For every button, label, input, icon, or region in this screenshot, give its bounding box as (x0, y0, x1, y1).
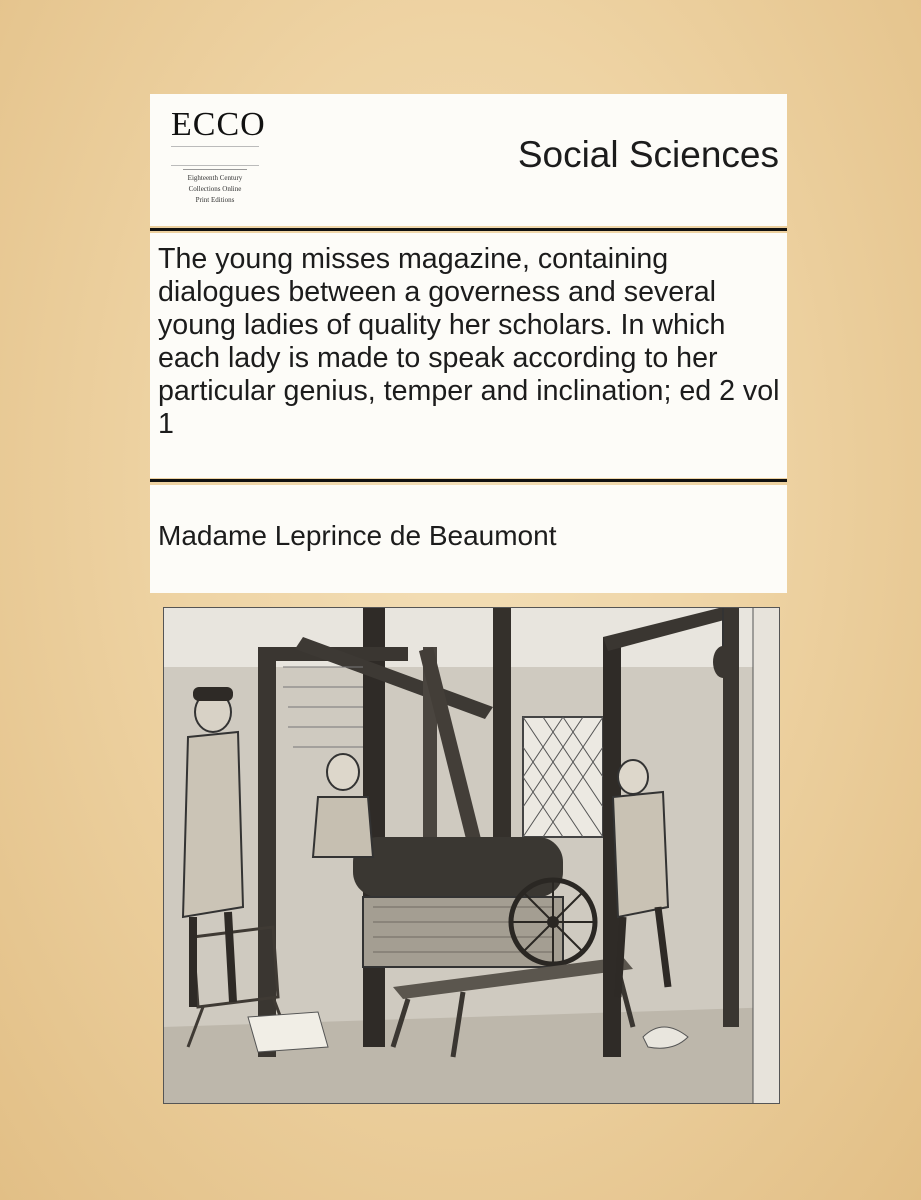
logo-rule (183, 169, 247, 170)
ecco-logo (165, 106, 265, 216)
author-panel (150, 485, 787, 593)
title-panel (150, 233, 787, 478)
logo-caption-3: Print Editions (195, 196, 235, 204)
book-title: The young misses magazine, containing dialogues between a governess and several young ladies of quality her scholars. In which each lady is made to speak according to her particular genius, temper and inclination; ed 2 vol 1 (158, 243, 780, 440)
engraving-drawing (163, 607, 780, 1104)
logo-mirror-band (171, 146, 259, 166)
logo-caption-2: Collections Online (188, 185, 242, 193)
divider-rule (150, 228, 787, 231)
logo-caption-1: Eighteenth Century (187, 174, 243, 182)
series-name: Social Sciences (517, 134, 779, 175)
header-panel (150, 94, 787, 226)
divider-rule (150, 479, 787, 482)
loom-engraving-illustration (163, 607, 780, 1104)
logo-mark: ECCO (171, 106, 266, 143)
book-author: Madame Leprince de Beaumont (158, 520, 557, 551)
